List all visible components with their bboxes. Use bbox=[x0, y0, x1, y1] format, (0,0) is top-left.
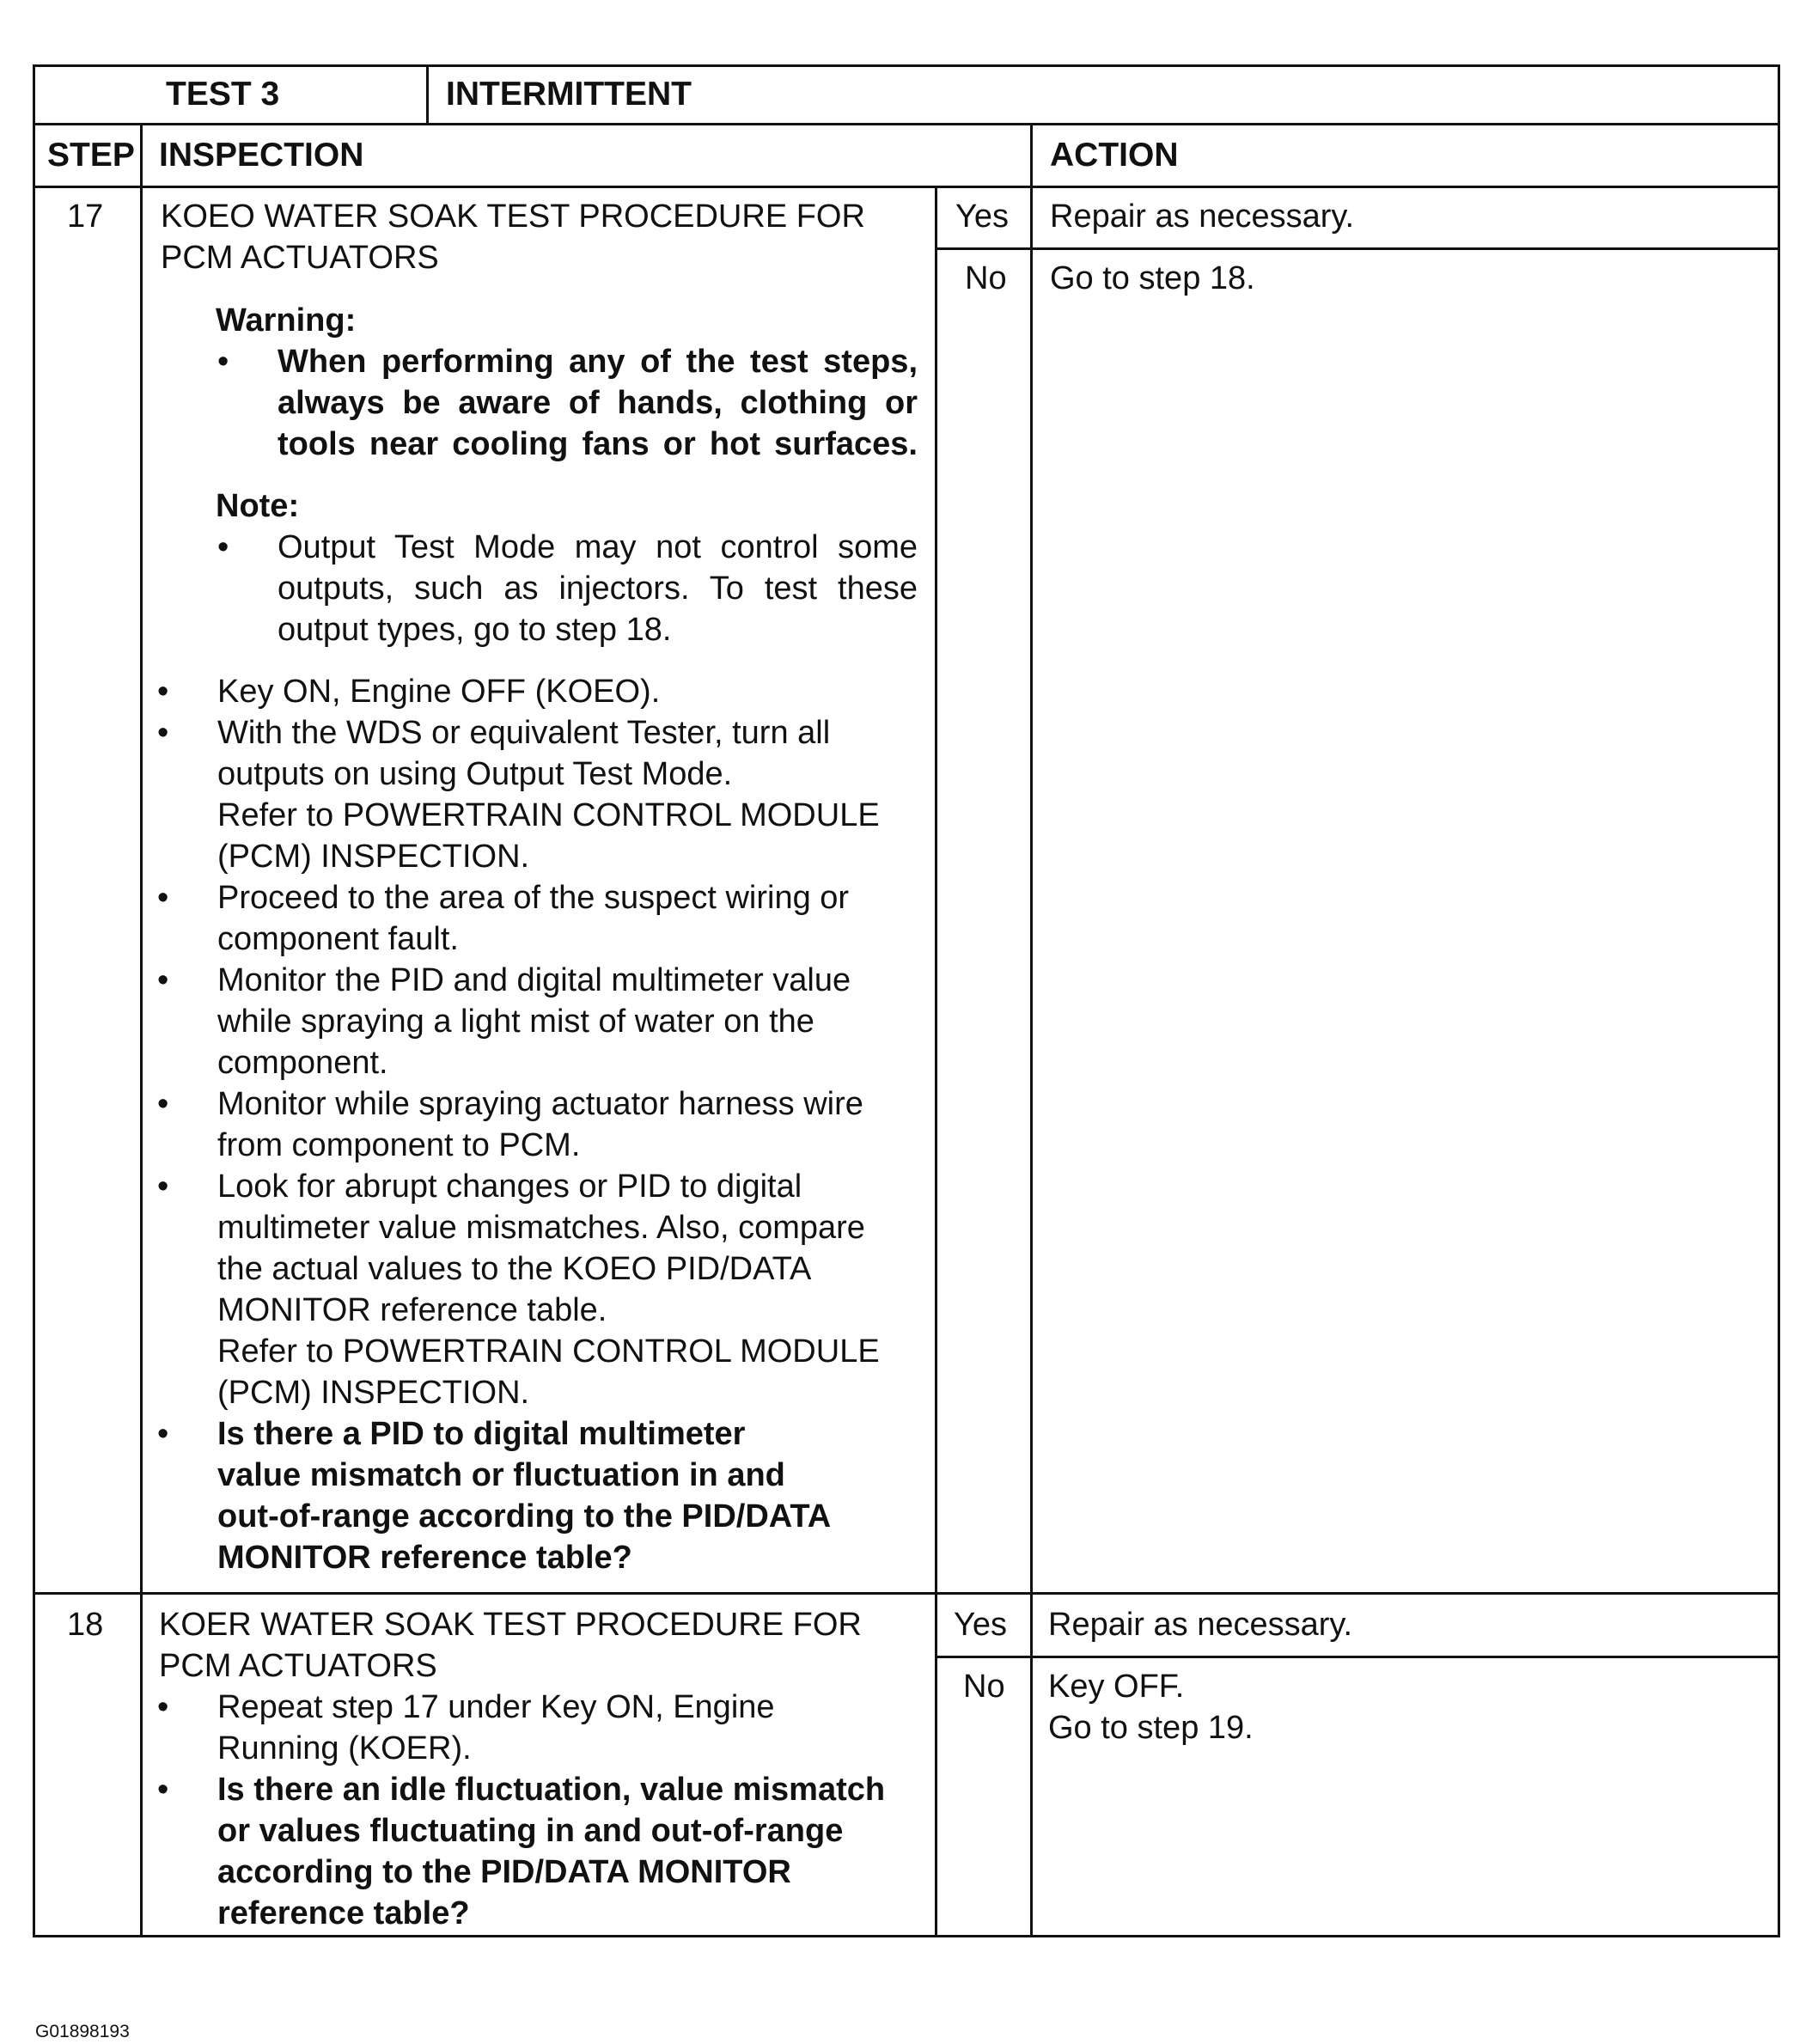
step-number: 17 bbox=[67, 198, 104, 235]
step17-yes-no-divider bbox=[935, 247, 1778, 250]
no-action: Go to step 18. bbox=[1050, 260, 1255, 296]
action-column-line bbox=[1030, 123, 1033, 1935]
test-table bbox=[33, 64, 1780, 2041]
warning-text: • When performing any of the test steps, always be aware of hands, clothing or tools near cooling fans or hot surfaces. bbox=[278, 341, 918, 465]
step-title: PCM ACTUATORS bbox=[161, 240, 439, 276]
note-text: • Output Test Mode may not control some outputs, such as injectors. To test these output types, go to step 18. bbox=[278, 527, 918, 650]
yes-label: Yes bbox=[955, 198, 1009, 235]
list-item: • Proceed to the area of the suspect wiring or component fault. bbox=[217, 877, 922, 960]
step-title: KOEO WATER SOAK TEST PROCEDURE FOR bbox=[161, 198, 865, 235]
test-name: INTERMITTENT bbox=[446, 76, 692, 113]
warning-label: Warning: bbox=[216, 302, 357, 339]
yes-action: Repair as necessary. bbox=[1050, 198, 1355, 235]
step-number: 18 bbox=[67, 1607, 104, 1643]
note-label: Note: bbox=[216, 488, 300, 524]
step-title: PCM ACTUATORS bbox=[159, 1648, 437, 1684]
list-item: • Look for abrupt changes or PID to digital multimeter value mismatches. Also, compare the actual values to the KOEO PID/DATA MONITOR reference table. Refer to POWERTRAIN CONTROL MODULE (PCM) INSPECTION. bbox=[217, 1166, 922, 1413]
list-item: • With the WDS or equivalent Tester, turn all outputs on using Output Test Mode. Refer to POWERTRAIN CONTROL MODULE (PCM) INSPECTION. bbox=[217, 712, 922, 877]
no-label: No bbox=[963, 1669, 1005, 1705]
step18-yes-no-divider bbox=[935, 1656, 1778, 1658]
no-action: Go to step 19. bbox=[1048, 1710, 1254, 1746]
list-item: • Repeat step 17 under Key ON, Engine Running (KOER). bbox=[217, 1687, 922, 1769]
no-label: No bbox=[965, 260, 1007, 296]
header-split bbox=[426, 67, 429, 123]
column-header-action: ACTION bbox=[1050, 137, 1179, 174]
yes-action: Repair as necessary. bbox=[1048, 1607, 1353, 1643]
list-item: • Monitor while spraying actuator harness wire from component to PCM. bbox=[217, 1083, 922, 1166]
step-divider bbox=[35, 1592, 1778, 1595]
test-label: TEST 3 bbox=[166, 76, 280, 113]
yes-no-column-line bbox=[935, 186, 937, 1935]
header-divider bbox=[35, 123, 1778, 125]
step-column-line bbox=[140, 123, 143, 1935]
list-item: • Monitor the PID and digital multimeter value while spraying a light mist of water on the component. bbox=[217, 960, 922, 1083]
column-header-inspection: INSPECTION bbox=[159, 137, 364, 174]
list-item: • Key ON, Engine OFF (KOEO). bbox=[217, 671, 922, 712]
column-header-step: STEP bbox=[47, 137, 135, 174]
column-header-divider bbox=[35, 186, 1778, 188]
step-title: KOER WATER SOAK TEST PROCEDURE FOR bbox=[159, 1607, 862, 1643]
question: • Is there a PID to digital multimeter value mismatch or fluctuation in and out-of-range according to the PID/DATA MONITOR reference table? bbox=[217, 1413, 922, 1578]
no-action: Key OFF. bbox=[1048, 1669, 1185, 1705]
yes-label: Yes bbox=[954, 1607, 1007, 1643]
question: • Is there an idle fluctuation, value mismatch or values fluctuating in and out-of-range according to the PID/DATA MONITOR reference table? bbox=[217, 1769, 922, 1934]
figure-id: G01898193 bbox=[35, 2022, 130, 2041]
